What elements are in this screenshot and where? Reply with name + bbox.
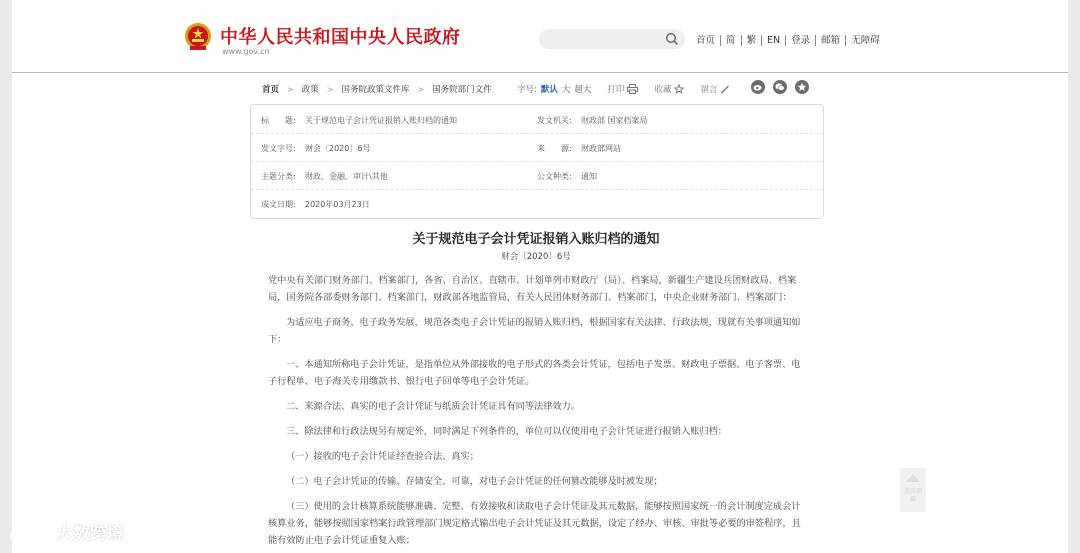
comment-button[interactable]	[700, 83, 730, 95]
chevron-right-icon: >	[326, 84, 334, 94]
favorite-button[interactable]	[654, 83, 684, 95]
paragraph: 二、来源合法、真实的电子会计凭证与纸质会计凭证具有同等法律效力。	[286, 401, 580, 412]
site-url: www.gov.cn	[222, 47, 270, 56]
nav-traditional[interactable]: 繁	[742, 35, 763, 46]
nav-simplified[interactable]: 简	[721, 35, 742, 46]
search-box	[539, 29, 685, 49]
pencil-icon	[720, 84, 730, 94]
paragraph: （三）使用的会计核算系统能够准确、完整、有效接收和读取电子会计凭证及其元数据，能够按照国家统一的会计制度完成会计核算业务，能够按照国家档案行政管理部门规定格式输出电子会计凭证及其元数据，设定了经办、审核、审批等必要的审签程序，且能有效防止电子会计凭证重复入账；	[268, 501, 801, 546]
arrow-up-icon	[906, 474, 920, 482]
chevron-right-icon: >	[417, 84, 425, 94]
font-size-large[interactable]: 大	[561, 85, 571, 95]
info-row	[251, 105, 823, 134]
font-size-label: 字号:	[517, 85, 537, 95]
font-size-xlarge[interactable]: 超大	[574, 85, 592, 95]
breadcrumb-toolbar	[250, 78, 824, 98]
nav-login[interactable]: 登录	[786, 35, 816, 46]
paragraph: 党中央有关部门财务部门、档案部门，各省、自治区、直辖市、计划单列市财政厅（局）、档案局，新疆生产建设兵团财政局、档案局，国务院各部委财务部门、档案部门，财政部各地监管局，有关人民团体财务部门、档案部门，中央企业财务部门、档案部门：	[268, 275, 797, 303]
info-row	[251, 133, 823, 162]
print-button[interactable]	[607, 83, 638, 95]
issuer-label: 发文机关:	[537, 116, 572, 125]
watermark-text: 大数跨境	[56, 523, 124, 544]
source-value: 财政部网站	[581, 144, 621, 153]
paragraph: （二）电子会计凭证的传输、存储安全、可靠，对电子会计凭证的任何篡改能够及时被发现；	[286, 476, 663, 487]
share-bar	[751, 80, 817, 94]
site-title[interactable]: 中华人民共和国中央人民政府	[220, 27, 461, 48]
chevron-right-icon: >	[287, 84, 294, 94]
breadcrumb-policy[interactable]: 政策	[301, 85, 319, 95]
topic-value: 财政、金融、审计\其他	[305, 172, 388, 181]
comment-label: 留言	[700, 85, 718, 95]
favorite-label: 收藏	[654, 85, 672, 95]
paragraph: （一）接收的电子会计凭证经查验合法、真实；	[286, 451, 479, 462]
document-number: 财会〔2020〕6号	[501, 252, 571, 262]
paragraph: 为适应电子商务、电子政务发展，规范各类电子会计凭证的报销入账归档，根据国家有关法律、行政法规，现就有关事项通知如下：	[268, 317, 801, 345]
printer-icon	[627, 84, 638, 94]
date-label: 成文日期:	[261, 200, 296, 209]
weibo-icon[interactable]	[751, 80, 765, 94]
search-input[interactable]	[539, 32, 667, 52]
site-header	[12, 0, 1068, 73]
doc-type-label: 公文种类:	[537, 172, 572, 181]
document-info-table	[250, 104, 824, 219]
star-icon	[674, 84, 684, 94]
font-size-default[interactable]: 默认	[540, 85, 558, 95]
title-value: 关于规范电子会计凭证报销入账归档的通知	[305, 116, 457, 125]
nav-accessibility[interactable]: 无障碍	[851, 35, 880, 46]
national-emblem-icon[interactable]	[184, 22, 212, 52]
favorite-star-icon[interactable]	[795, 80, 809, 94]
breadcrumb	[262, 83, 492, 95]
breadcrumb-policy-library[interactable]: 国务院政策文件库	[341, 85, 410, 95]
watermark	[8, 518, 124, 544]
print-label: 打印	[607, 85, 625, 95]
source-label: 来 源:	[537, 144, 572, 153]
breadcrumb-home[interactable]: 首页	[262, 85, 280, 95]
issuer-value: 财政部 国家档案局	[581, 116, 648, 125]
paragraph: 一、本通知所称电子会计凭证，是指单位从外部接收的电子形式的各类会计凭证，包括电子发票、财政电子票据、电子客票、电子行程单、电子海关专用缴款书、银行电子回单等电子会计凭证。	[268, 359, 801, 387]
nav-english[interactable]: EN	[762, 35, 786, 46]
info-row	[251, 161, 823, 190]
title-label: 标 题:	[261, 116, 296, 125]
document-title: 关于规范电子会计凭证报销入账归档的通知	[412, 232, 660, 247]
browser-page	[12, 0, 1068, 553]
article-tools	[517, 83, 730, 95]
top-nav	[696, 35, 885, 46]
search-icon[interactable]	[665, 32, 679, 46]
breadcrumb-department-docs[interactable]: 国务院部门文件	[432, 85, 492, 95]
nav-mailbox[interactable]: 邮箱	[816, 35, 846, 46]
back-to-top-button[interactable]	[900, 468, 926, 512]
nav-home[interactable]: 首页	[696, 35, 721, 46]
back-to-top-label: 返回顶部	[903, 488, 922, 503]
document-body	[268, 272, 808, 553]
watermark-logo-icon	[8, 518, 50, 544]
paragraph: 三、除法律和行政法规另有规定外，同时满足下列条件的，单位可以仅使用电子会计凭证进行报销入账归档：	[286, 426, 727, 437]
doc-number-value: 财会〔2020〕6号	[305, 144, 371, 153]
doc-number-label: 发文字号:	[261, 144, 296, 153]
doc-type-value: 通知	[581, 172, 597, 181]
topic-label: 主题分类:	[261, 172, 296, 181]
info-row	[251, 189, 823, 217]
date-value: 2020年03月23日	[305, 200, 370, 209]
wechat-icon[interactable]	[773, 80, 787, 94]
